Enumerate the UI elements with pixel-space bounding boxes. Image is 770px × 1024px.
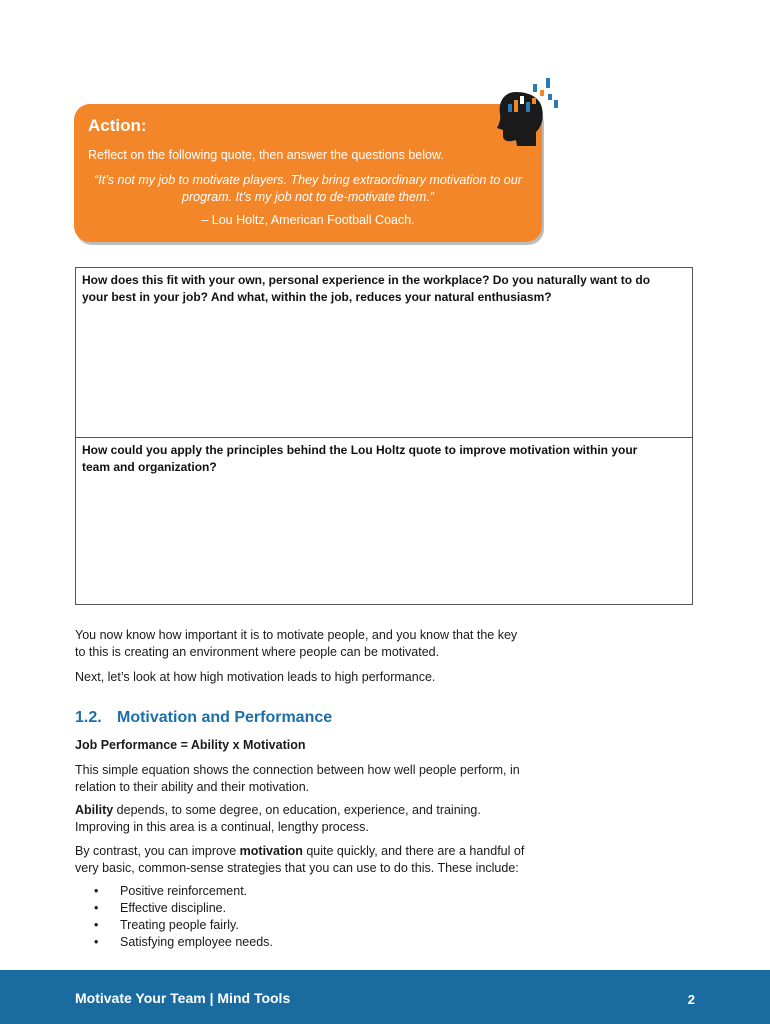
question-1-line-2: your best in your job? And what, within the job, reduces your natural enthusiasm? <box>82 290 552 304</box>
intro-paragraph-1 <box>75 627 545 661</box>
contrast-post: quite quickly, and there are a handful of <box>302 844 525 858</box>
list-item: • Treating people fairly. <box>94 917 273 934</box>
intro-p1-line-1: You now know how important it is to motivate people, and you know that the key <box>75 628 518 642</box>
quote-line-1: “It’s not my job to motivate players. They bring extraordinary motivation to our <box>94 173 522 187</box>
question-1-line-1: How does this fit with your own, personal experience in the workplace? Do you naturally want to do <box>82 273 651 287</box>
section-p1-line-1: This simple equation shows the connection between how well people perform, in <box>75 763 520 777</box>
question-cell-2[interactable] <box>76 438 692 604</box>
list-item: • Positive reinforcement. <box>94 883 273 900</box>
contrast-line-1 <box>75 843 545 860</box>
contrast-line-2: very basic, common-sense strategies that you can use to do this. These include: <box>75 861 519 875</box>
footer-title: Motivate Your Team | Mind Tools <box>75 990 291 1006</box>
action-title: Action: <box>88 116 147 135</box>
ability-line-2: Improving in this area is a continual, lengthy process. <box>75 820 369 834</box>
page-number: 2 <box>687 992 695 1007</box>
action-box <box>74 104 542 242</box>
question-table <box>75 267 693 605</box>
question-2-line-2: team and organization? <box>82 460 217 474</box>
intro-p1-line-2: to this is creating an environment where people can be motivated. <box>75 645 440 659</box>
equation: Job Performance = Ability x Motivation <box>75 738 306 752</box>
strategy-list <box>94 883 273 951</box>
contrast-pre: By contrast, you can improve <box>75 844 240 858</box>
action-quote <box>74 172 542 206</box>
section-number: 1.2. <box>75 709 102 726</box>
section-p1-line-2: relation to their ability and their motivation. <box>75 780 310 794</box>
section-paragraph-1 <box>75 762 545 796</box>
intro-paragraph-2: Next, let’s look at how high motivation leads to high performance. <box>75 670 436 684</box>
footer-bar <box>0 970 770 1024</box>
ability-paragraph <box>75 802 545 836</box>
quote-line-2: program. It’s my job not to de-motivate them.” <box>182 190 434 204</box>
ability-line-1 <box>75 802 545 819</box>
section-title: Motivation and Performance <box>117 709 333 726</box>
motivation-term: motivation <box>239 844 303 858</box>
quote-author: – Lou Holtz, American Football Coach. <box>201 213 415 227</box>
ability-term: Ability <box>75 803 114 817</box>
question-2-line-1: How could you apply the principles behind the Lou Holtz quote to improve motivation within your <box>82 443 638 457</box>
list-item: • Effective discipline. <box>94 900 273 917</box>
section-heading <box>75 709 332 727</box>
head-thinking-icon <box>496 76 562 146</box>
action-instruction: Reflect on the following quote, then answer the questions below. <box>88 148 444 162</box>
ability-rest: depends, to some degree, on education, experience, and training. <box>113 803 481 817</box>
list-item: • Satisfying employee needs. <box>94 934 273 951</box>
question-cell-1[interactable] <box>76 268 692 438</box>
contrast-paragraph <box>75 843 545 877</box>
